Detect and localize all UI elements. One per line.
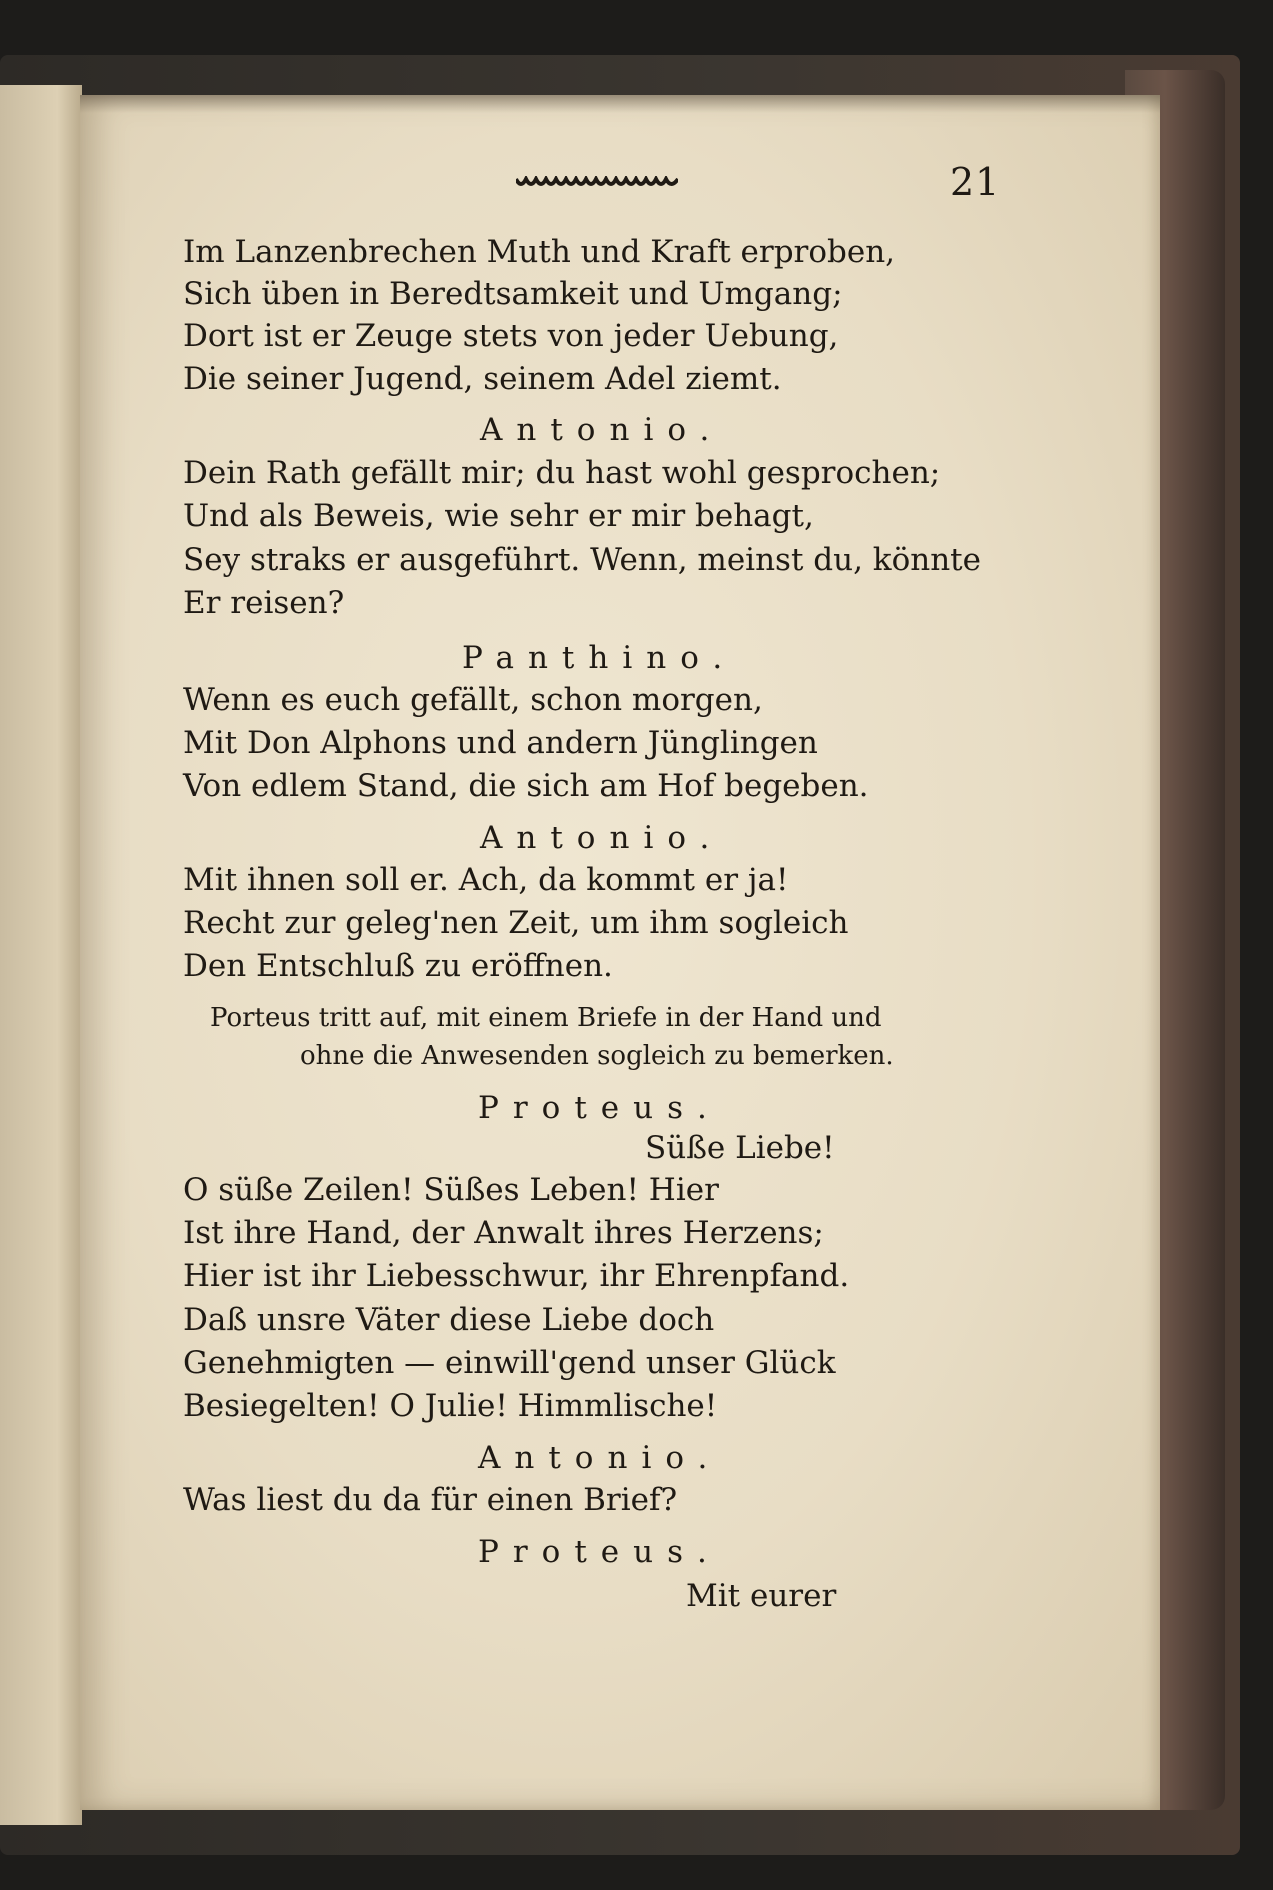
verse-line: Er reisen? bbox=[183, 585, 345, 621]
verse-line: Ist ihre Hand, der Anwalt ihres Herzens; bbox=[183, 1215, 824, 1251]
verse-line: Dein Rath gefällt mir; du hast wohl gesprochen; bbox=[183, 455, 941, 491]
verse-line: Was liest du da für einen Brief? bbox=[183, 1482, 678, 1518]
verse-line: Und als Beweis, wie sehr er mir behagt, bbox=[183, 498, 814, 534]
speaker-name: Proteus. bbox=[478, 1090, 721, 1126]
speaker-name: Panthino. bbox=[462, 640, 737, 676]
verse-line: Hier ist ihr Liebesschwur, ihr Ehrenpfand. bbox=[183, 1258, 850, 1294]
verse-line: Sey straks er ausgeführt. Wenn, meinst du, könnte bbox=[183, 542, 981, 578]
verse-line: Mit eurer bbox=[686, 1578, 837, 1614]
stage-direction: Porteus tritt auf, mit einem Briefe in der Hand und bbox=[210, 1003, 882, 1033]
verse-line: Süße Liebe! bbox=[645, 1130, 835, 1166]
verse-line: Mit Don Alphons und andern Jünglingen bbox=[183, 725, 818, 761]
verse-line: Genehmigten — einwill'gend unser Glück bbox=[183, 1345, 836, 1381]
speaker-name: Antonio. bbox=[480, 820, 724, 856]
speaker-name: Antonio. bbox=[478, 1440, 722, 1476]
page-number: 21 bbox=[950, 160, 1001, 204]
speaker-name: Proteus. bbox=[478, 1534, 721, 1570]
speaker-name: Antonio. bbox=[480, 412, 724, 448]
verse-line: Besiegelten! O Julie! Himmlische! bbox=[183, 1388, 718, 1424]
verse-line: Dort ist er Zeuge stets von jeder Uebung, bbox=[183, 318, 839, 354]
verse-line: Von edlem Stand, die sich am Hof begeben. bbox=[183, 768, 869, 804]
verse-line: O süße Zeilen! Süßes Leben! Hier bbox=[183, 1172, 719, 1208]
verse-line: Mit ihnen soll er. Ach, da kommt er ja! bbox=[183, 862, 789, 898]
verse-line: Daß unsre Väter diese Liebe doch bbox=[183, 1302, 715, 1338]
verse-line: Die seiner Jugend, seinem Adel ziemt. bbox=[183, 361, 782, 397]
verse-line: Wenn es euch gefällt, schon morgen, bbox=[183, 682, 763, 718]
verse-line: Sich üben in Beredtsamkeit und Umgang; bbox=[183, 276, 843, 312]
verse-line: Den Entschluß zu eröffnen. bbox=[183, 948, 613, 984]
verse-line: Im Lanzenbrechen Muth und Kraft erproben, bbox=[183, 234, 896, 270]
verse-line: Recht zur geleg'nen Zeit, um ihm sogleich bbox=[183, 905, 849, 941]
stage-direction: ohne die Anwesenden sogleich zu bemerken. bbox=[300, 1041, 894, 1071]
